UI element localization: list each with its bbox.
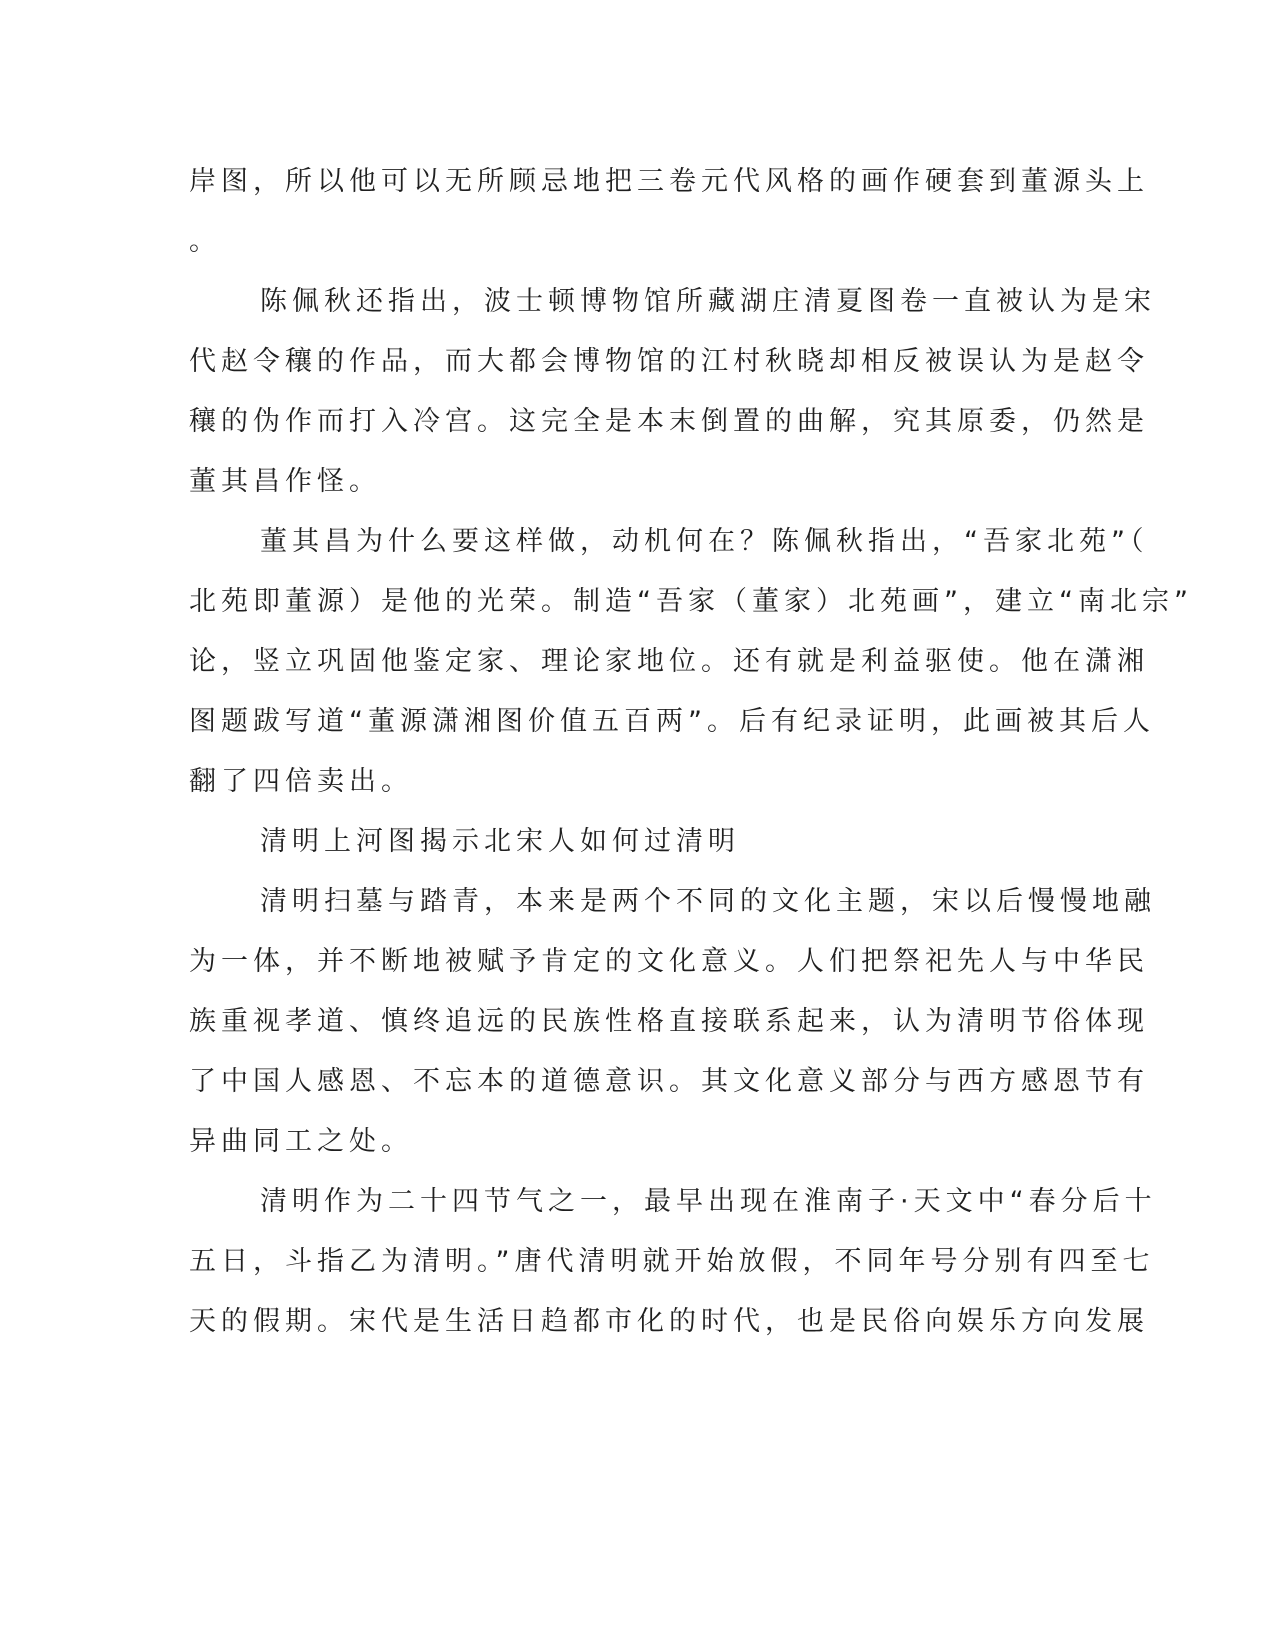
text-line-1: 岸图，所以他可以无所顾忌地把三卷元代风格的画作硬套到董源头上	[189, 166, 1149, 197]
paragraph-start-line: 清明扫墓与踏青，本来是两个不同的文化主题，宋以后慢慢地融	[260, 886, 1156, 917]
text-line-20: 天的假期。宋代是生活日趋都市化的时代，也是民俗向娱乐方向发展	[189, 1306, 1149, 1337]
text-line-11: 翻了四倍卖出。	[189, 766, 413, 797]
paragraph-start-line: 清明作为二十四节气之一，最早出现在淮南子·天文中“春分后十	[260, 1186, 1157, 1217]
text-line-2: 。	[189, 226, 221, 257]
text-line-16: 了中国人感恩、不忘本的道德意识。其文化意义部分与西方感恩节有	[189, 1066, 1149, 1097]
text-line-4: 代赵令穰的作品，而大都会博物馆的江村秋晓却相反被误认为是赵令	[189, 346, 1149, 377]
section-heading: 清明上河图揭示北宋人如何过清明	[260, 826, 740, 857]
text-line-10: 图题跋写道“董源潇湘图价值五百两”。后有纪录证明，此画被其后人	[189, 706, 1155, 737]
document-body	[189, 152, 1193, 1352]
paragraph-start-line: 董其昌为什么要这样做，动机何在？陈佩秋指出，“吾家北苑”（	[260, 526, 1149, 557]
text-line-19: 五日，斗指乙为清明。”唐代清明就开始放假，不同年号分别有四至七	[189, 1246, 1155, 1277]
text-line-9: 论，竖立巩固他鉴定家、理论家地位。还有就是利益驱使。他在潇湘	[189, 646, 1149, 677]
paragraph-start-line: 陈佩秋还指出，波士顿博物馆所藏湖庄清夏图卷一直被认为是宋	[260, 286, 1156, 317]
text-line-8: 北苑即董源）是他的光荣。制造“吾家（董家）北苑画”，建立“南北宗”	[189, 586, 1193, 617]
text-line-6: 董其昌作怪。	[189, 466, 381, 497]
text-line-5: 穰的伪作而打入冷宫。这完全是本末倒置的曲解，究其原委，仍然是	[189, 406, 1149, 437]
text-line-14: 为一体，并不断地被赋予肯定的文化意义。人们把祭祀先人与中华民	[189, 946, 1149, 977]
text-line-17: 异曲同工之处。	[189, 1126, 413, 1157]
text-line-15: 族重视孝道、慎终追远的民族性格直接联系起来，认为清明节俗体现	[189, 1006, 1149, 1037]
